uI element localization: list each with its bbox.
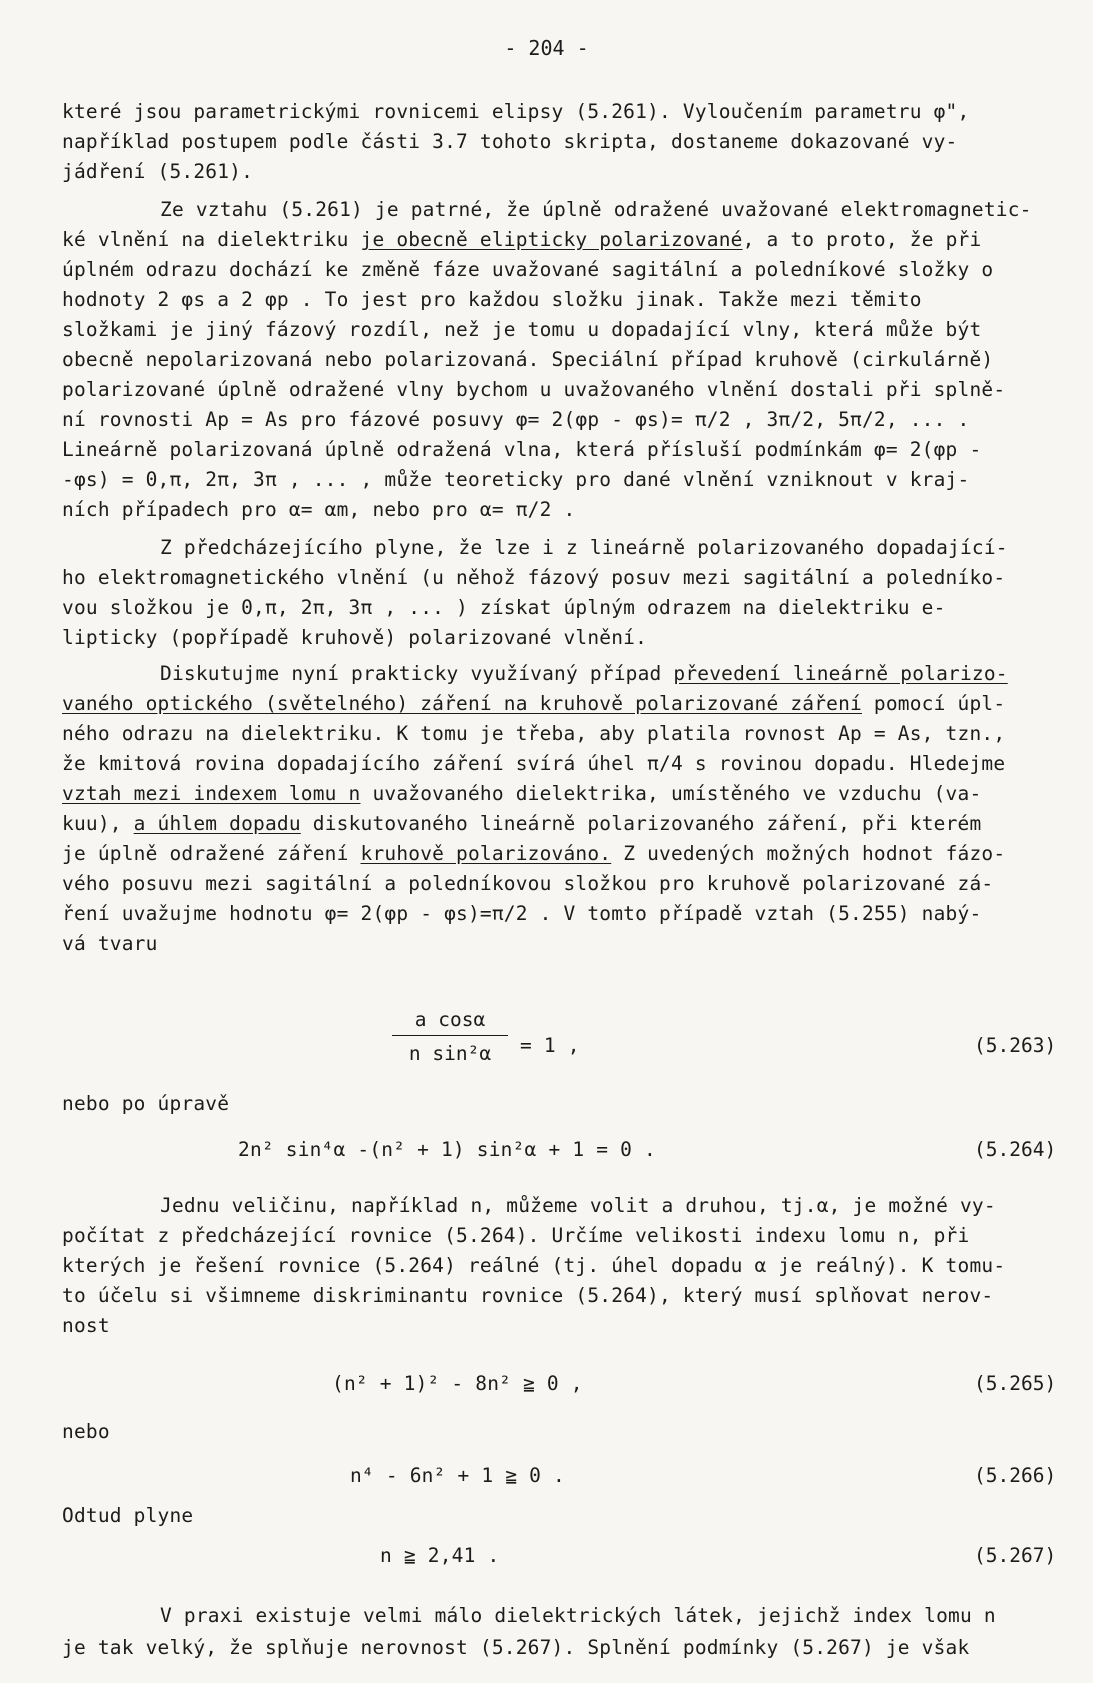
text-line: lipticky (popřípadě kruhově) polarizované vlnění. <box>62 626 648 649</box>
text-line: je tak velký, že splňuje nerovnost (5.267). Splnění podmínky (5.267) je však <box>62 1636 970 1659</box>
text-line: Diskutujme nyní prakticky využívaný případ převedení lineárně polarizo- <box>160 662 1008 685</box>
text-line: vztah mezi indexem lomu n uvažovaného dielektrika, umístěného ve vzduchu (va- <box>62 782 982 805</box>
text-line: V praxi existuje velmi málo dielektrických látek, jejichž index lomu n <box>160 1604 996 1627</box>
text-line: vou složkou je 0,π, 2π, 3π , ... ) získat úplným odrazem na dielektriku e- <box>62 596 946 619</box>
text-line: Odtud plyne <box>62 1504 194 1527</box>
page-number: - 204 - <box>504 36 589 60</box>
text-line: je úplně odražené záření kruhově polarizováno. Z uvedených možných hodnot fázo- <box>62 842 1006 865</box>
text-line: nost <box>62 1314 110 1337</box>
equation-fraction <box>392 1008 508 1065</box>
fraction-denominator: n sin²α <box>408 1042 492 1065</box>
equation: 2n² sin⁴α -(n² + 1) sin²α + 1 = 0 . <box>238 1138 656 1161</box>
equation-number: (5.265) <box>974 1372 1057 1395</box>
equation-number: (5.267) <box>974 1544 1057 1567</box>
equation: n ≧ 2,41 . <box>380 1544 500 1567</box>
text-line: složkami je jiný fázový rozdíl, než je tomu u dopadající vlny, která může být <box>62 318 982 341</box>
text-line: vaného optického (světelného) záření na kruhově polarizované záření pomocí úpl- <box>62 692 1006 715</box>
text-line: Lineárně polarizovaná úplně odražená vlna, která přísluší podmínkám φ= 2(φp - <box>62 438 982 461</box>
text-line: vá tvaru <box>62 932 158 955</box>
text-line: ních případech pro α= αm, nebo pro α= π/2 . <box>62 498 576 521</box>
text-line: kuu), a úhlem dopadu diskutovaného lineárně polarizovaného záření, při kterém <box>62 812 982 835</box>
text-line: vého posuvu mezi sagitální a poledníkovou složkou pro kruhově polarizované zá- <box>62 872 994 895</box>
equation-number: (5.266) <box>974 1464 1057 1487</box>
text-line: Jednu veličinu, například n, můžeme volit a druhou, tj.α, je možné vy- <box>160 1194 996 1217</box>
text-line: jádření (5.261). <box>62 160 254 183</box>
equation-number: (5.263) <box>974 1034 1057 1057</box>
text-line: kterých je řešení rovnice (5.264) reálné (tj. úhel dopadu α je reálný). K tomu- <box>62 1254 1006 1277</box>
equation: (n² + 1)² - 8n² ≧ 0 , <box>332 1372 583 1395</box>
text-line: -φs) = 0,π, 2π, 3π , ... , může teoreticky pro dané vlnění vzniknout v kraj- <box>62 468 970 491</box>
text-line: ření uvažujme hodnotu φ= 2(φp - φs)=π/2 . V tomto případě vztah (5.255) nabý- <box>62 902 982 925</box>
equation-rhs: = 1 , <box>520 1034 580 1057</box>
text-line: ného odrazu na dielektriku. K tomu je třeba, aby platila rovnost Ap = As, tzn., <box>62 722 1006 745</box>
text-line: úplném odrazu dochází ke změně fáze uvažované sagitální a poledníkové složky o <box>62 258 994 281</box>
text-line: že kmitová rovina dopadajícího záření svírá úhel π/4 s rovinou dopadu. Hledejme <box>62 752 1006 775</box>
equation-number: (5.264) <box>974 1138 1057 1161</box>
text-line: polarizované úplně odražené vlny bychom u uvažovaného vlnění dostali při splně- <box>62 378 1006 401</box>
text-line: obecně nepolarizovaná nebo polarizovaná. Speciální případ kruhově (cirkulárně) <box>62 348 994 371</box>
text-line: nebo po úpravě <box>62 1092 230 1115</box>
text-line: ké vlnění na dielektriku je obecně elipticky polarizované, a to proto, že při <box>62 228 982 251</box>
text-line: počítat z předcházející rovnice (5.264). Určíme velikosti indexu lomu n, při <box>62 1224 970 1247</box>
text-line: které jsou parametrickými rovnicemi elipsy (5.261). Vyloučením parametru φ", <box>62 100 970 123</box>
fraction-bar <box>392 1035 508 1036</box>
text-line: nebo <box>62 1420 110 1443</box>
text-line: to účelu si všimneme diskriminantu rovnice (5.264), který musí splňovat nerov- <box>62 1284 994 1307</box>
text-line: ho elektromagnetického vlnění (u něhož fázový posuv mezi sagitální a poledníko- <box>62 566 1006 589</box>
text-line: ní rovnosti Ap = As pro fázové posuvy φ= 2(φp - φs)= π/2 , 3π/2, 5π/2, ... . <box>62 408 970 431</box>
text-line: Z předcházejícího plyne, že lze i z lineárně polarizovaného dopadající- <box>160 536 1008 559</box>
equation: n⁴ - 6n² + 1 ≧ 0 . <box>350 1464 565 1487</box>
text-line: Ze vztahu (5.261) je patrné, že úplně odražené uvažované elektromagnetic- <box>160 198 1032 221</box>
fraction-numerator: a cosα <box>414 1008 486 1031</box>
text-line: hodnoty 2 φs a 2 φp . To jest pro každou složku jinak. Takže mezi těmito <box>62 288 922 311</box>
text-line: například postupem podle části 3.7 tohoto skripta, dostaneme dokazované vy- <box>62 130 958 153</box>
